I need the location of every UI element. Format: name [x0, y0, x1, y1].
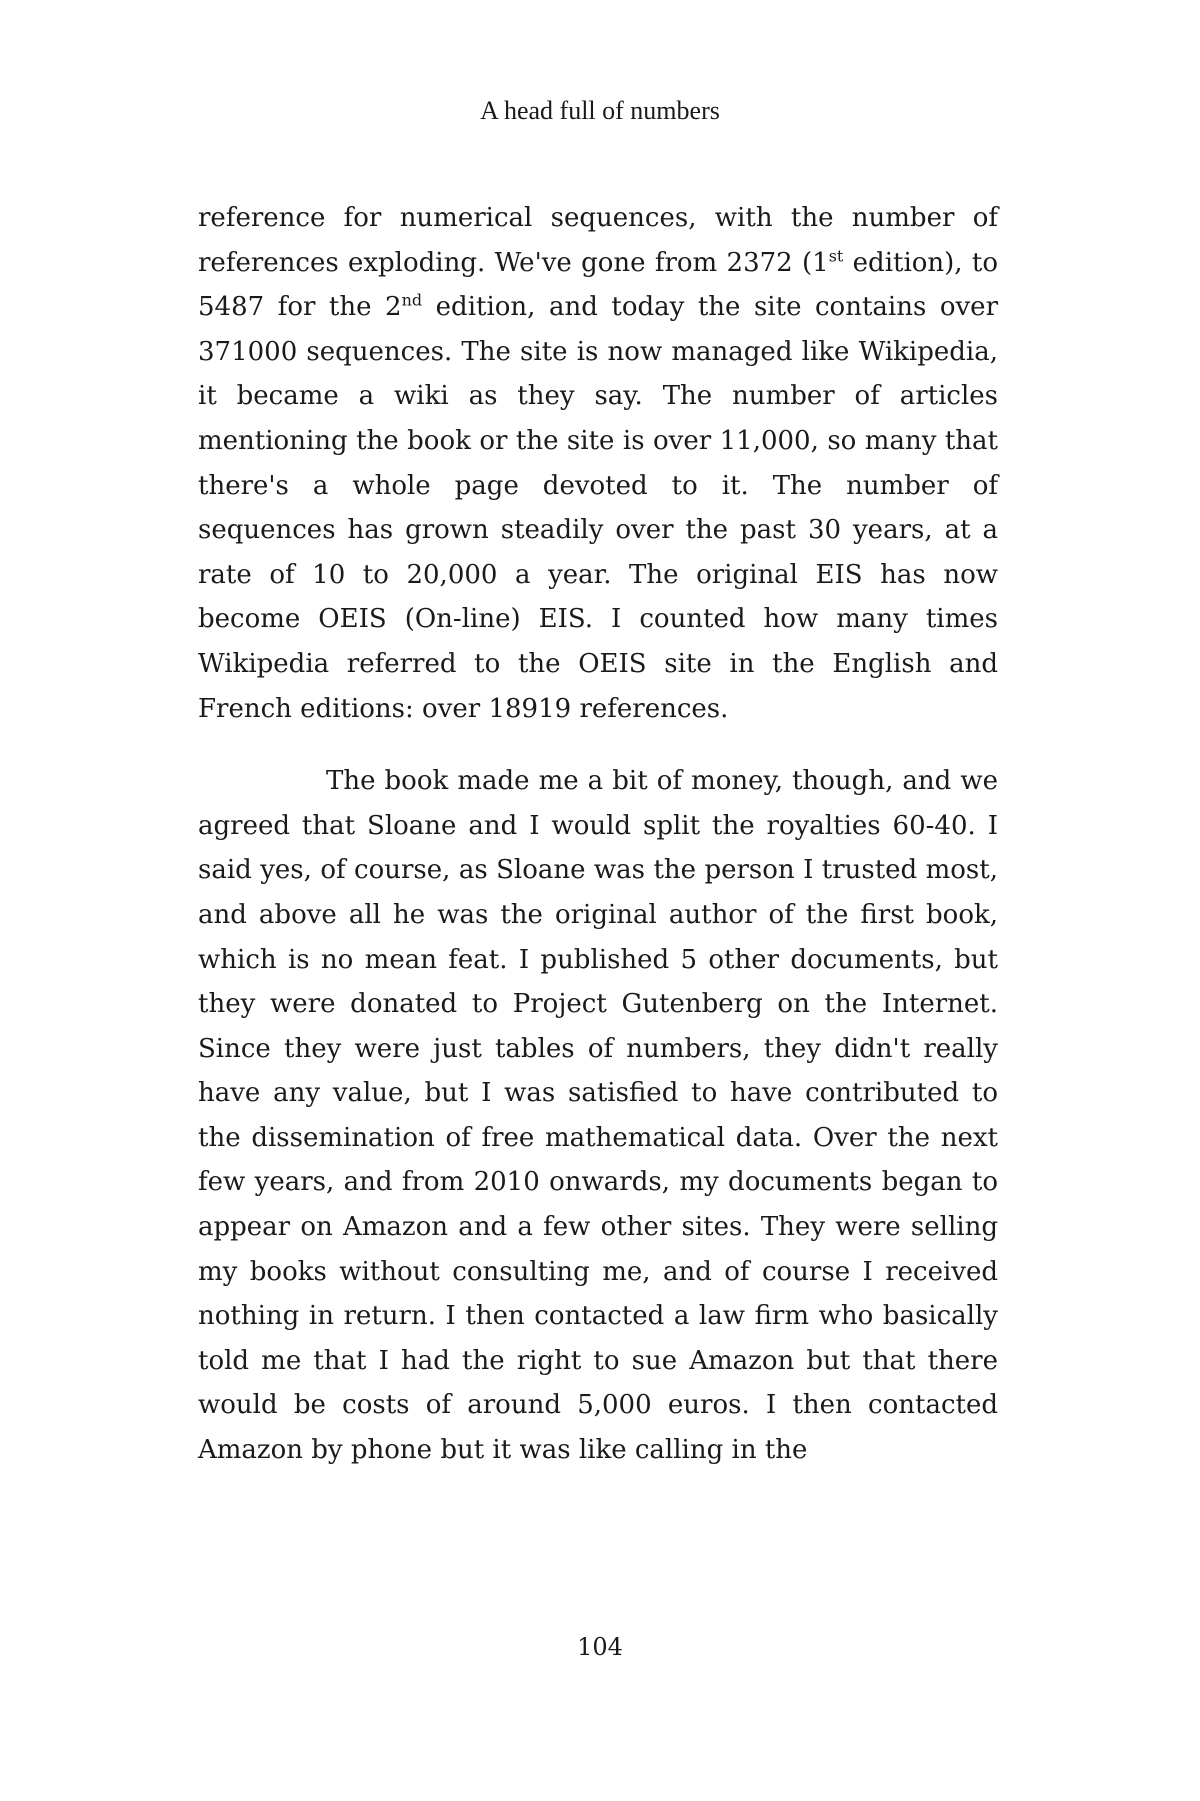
paragraph-1-part-2: edition), to 5487 for the 2 — [198, 247, 998, 323]
page-number: 104 — [577, 1633, 623, 1661]
paragraph-2: The book made me a bit of money, though, and we agreed that Sloane and I would split the royalties 60-40. I said yes, of course, as Sloane was the person I trusted most, and above all he was the original author of the first book, which is no mean feat. I published 5 other documents, but they were donated to Project Gutenberg on the Internet. Since they were just tables of numbers, they didn't really have any value, but I was satisfied to have contributed to the dissemination of free mathematical data. Over the next few years, and from 2010 onwards, my documents began to appear on Amazon and a few other sites. They were selling my books without consulting me, and of course I received nothing in return. I then contacted a law firm who basically told me that I had the right to sue Amazon but that there would be costs of around 5,000 euros. I then contacted Amazon by phone but it was like calling in the — [198, 766, 998, 1466]
superscript-second: nd — [401, 290, 423, 310]
body-text — [198, 196, 998, 1473]
paragraph-1-part-3: edition, and today the site contains over 371000 sequences. The site is now managed like Wikipedia, it became a wiki as they say. The number of articles mentioning the book or the site is over 11,000, so many that there's a whole page devoted to it. The number of sequences has grown steadily over the past 30 years, at a rate of 10 to 20,000 a year. The original EIS has now become OEIS (On-line) EIS. I counted how many times Wikipedia referred to the OEIS site in the English and French editions: over 18919 references. — [198, 292, 998, 724]
paragraph-1-part-1: reference for numerical sequences, with the number of references exploding. We've gone from 2372 (1 — [198, 203, 998, 278]
superscript-first: st — [828, 245, 844, 265]
running-header: A head full of numbers — [480, 96, 720, 125]
paragraph-1 — [198, 196, 998, 731]
